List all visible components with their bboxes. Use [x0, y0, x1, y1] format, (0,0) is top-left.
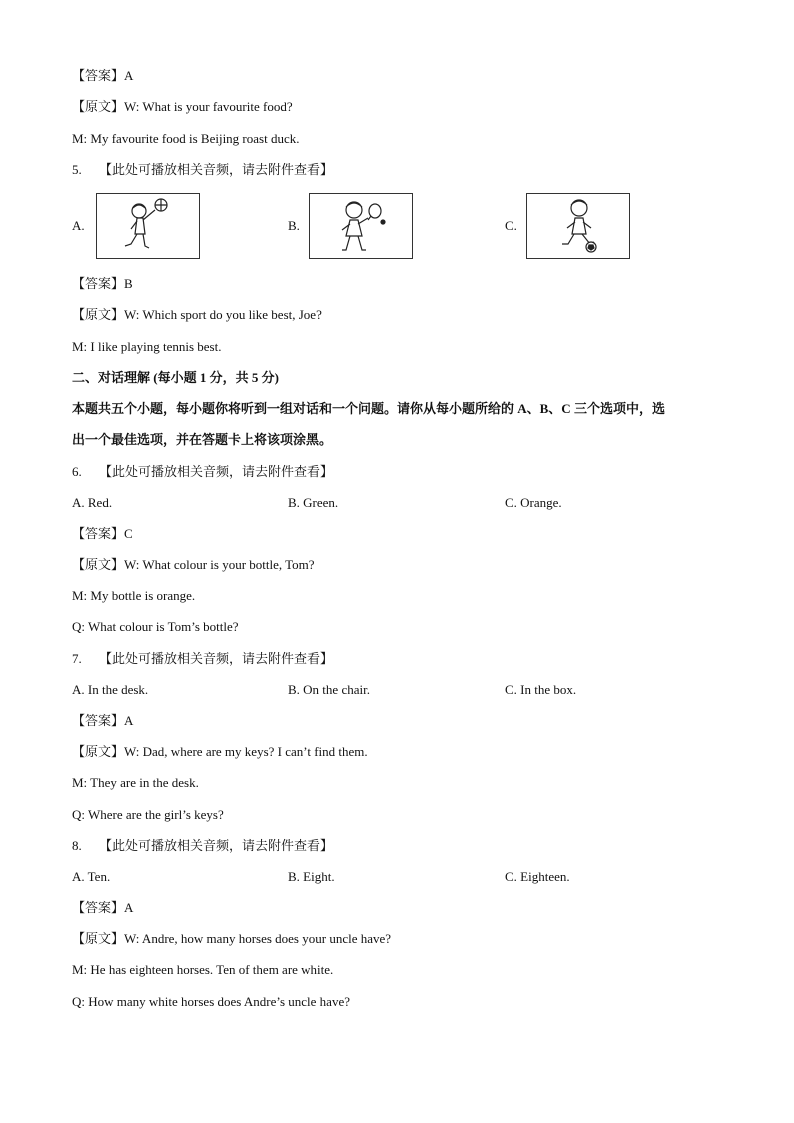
q5-option-b[interactable] [288, 193, 418, 261]
q7-options [72, 681, 722, 699]
q8-option-a[interactable]: A. Ten. [72, 869, 111, 884]
q8-options [72, 868, 722, 886]
q6-options [72, 494, 722, 512]
q5-option-b-label: B. [288, 218, 300, 233]
q4-answer: 【答案】A [72, 68, 134, 83]
section-instructions-line-2: 出一个最佳选项，并在答题卡上将该项涂黑。 [72, 432, 333, 447]
boy-playing-basketball-image [96, 193, 200, 259]
boy-playing-football-image [526, 193, 630, 259]
q5-number: 5. [72, 162, 82, 177]
q5-audio-link[interactable]: 【此处可播放相关音频，请去附件查看】 [99, 162, 334, 177]
q7-option-c[interactable]: C. In the box. [505, 682, 577, 697]
q7-answer: 【答案】A [72, 713, 134, 728]
q5-script-line-1: 【原文】W: Which sport do you like best, Joe? [72, 307, 322, 322]
q8-option-b[interactable]: B. Eight. [288, 869, 335, 884]
q7-number: 7. [72, 651, 82, 666]
q5-script-line-2: M: I like playing tennis best. [72, 339, 222, 354]
q7-script-line-3: Q: Where are the girl’s keys? [72, 807, 224, 822]
q5-option-c[interactable] [505, 193, 635, 261]
q8-number: 8. [72, 838, 82, 853]
q5-header [72, 161, 333, 179]
q7-option-b[interactable]: B. On the chair. [288, 682, 370, 697]
q5-option-a-label: A. [72, 218, 85, 233]
q6-script-line-1: 【原文】W: What colour is your bottle, Tom? [72, 557, 315, 572]
q5-answer: 【答案】B [72, 276, 133, 291]
q7-script-line-2: M: They are in the desk. [72, 775, 199, 790]
q8-script-line-1: 【原文】W: Andre, how many horses does your uncle have? [72, 931, 392, 946]
q6-answer: 【答案】C [72, 526, 133, 541]
q5-option-c-label: C. [505, 218, 517, 233]
boy-playing-tennis-image [309, 193, 413, 259]
q6-audio-link[interactable]: 【此处可播放相关音频，请去附件查看】 [99, 464, 334, 479]
q8-audio-link[interactable]: 【此处可播放相关音频，请去附件查看】 [99, 838, 334, 853]
q8-script-line-2: M: He has eighteen horses. Ten of them are white. [72, 962, 334, 977]
q6-option-a[interactable]: A. Red. [72, 495, 113, 510]
q6-option-b[interactable]: B. Green. [288, 495, 339, 510]
q7-audio-link[interactable]: 【此处可播放相关音频，请去附件查看】 [99, 651, 334, 666]
section-instructions-line-1: 本题共五个小题，每小题你将听到一组对话和一个问题。请你从每小题所给的 A、B、C 三个选项中，选 [72, 401, 665, 416]
q6-script-line-2: M: My bottle is orange. [72, 588, 196, 603]
q4-script-line-1: 【原文】W: What is your favourite food? [72, 99, 293, 114]
q8-script-line-3: Q: How many white horses does Andre’s uncle have? [72, 994, 350, 1009]
q4-script-line-2: M: My favourite food is Beijing roast duck. [72, 131, 300, 146]
q6-number: 6. [72, 464, 82, 479]
q6-script-line-3: Q: What colour is Tom’s bottle? [72, 619, 239, 634]
section-heading: 二、对话理解 (每小题 1 分，共 5 分) [72, 370, 279, 385]
q6-option-c[interactable]: C. Orange. [505, 495, 562, 510]
q8-header [72, 837, 333, 855]
q7-header [72, 650, 333, 668]
q7-option-a[interactable]: A. In the desk. [72, 682, 149, 697]
q8-answer: 【答案】A [72, 900, 134, 915]
q7-script-line-1: 【原文】W: Dad, where are my keys? I can’t find them. [72, 744, 368, 759]
q8-option-c[interactable]: C. Eighteen. [505, 869, 570, 884]
q5-option-a[interactable] [72, 193, 202, 261]
q6-header [72, 463, 333, 481]
